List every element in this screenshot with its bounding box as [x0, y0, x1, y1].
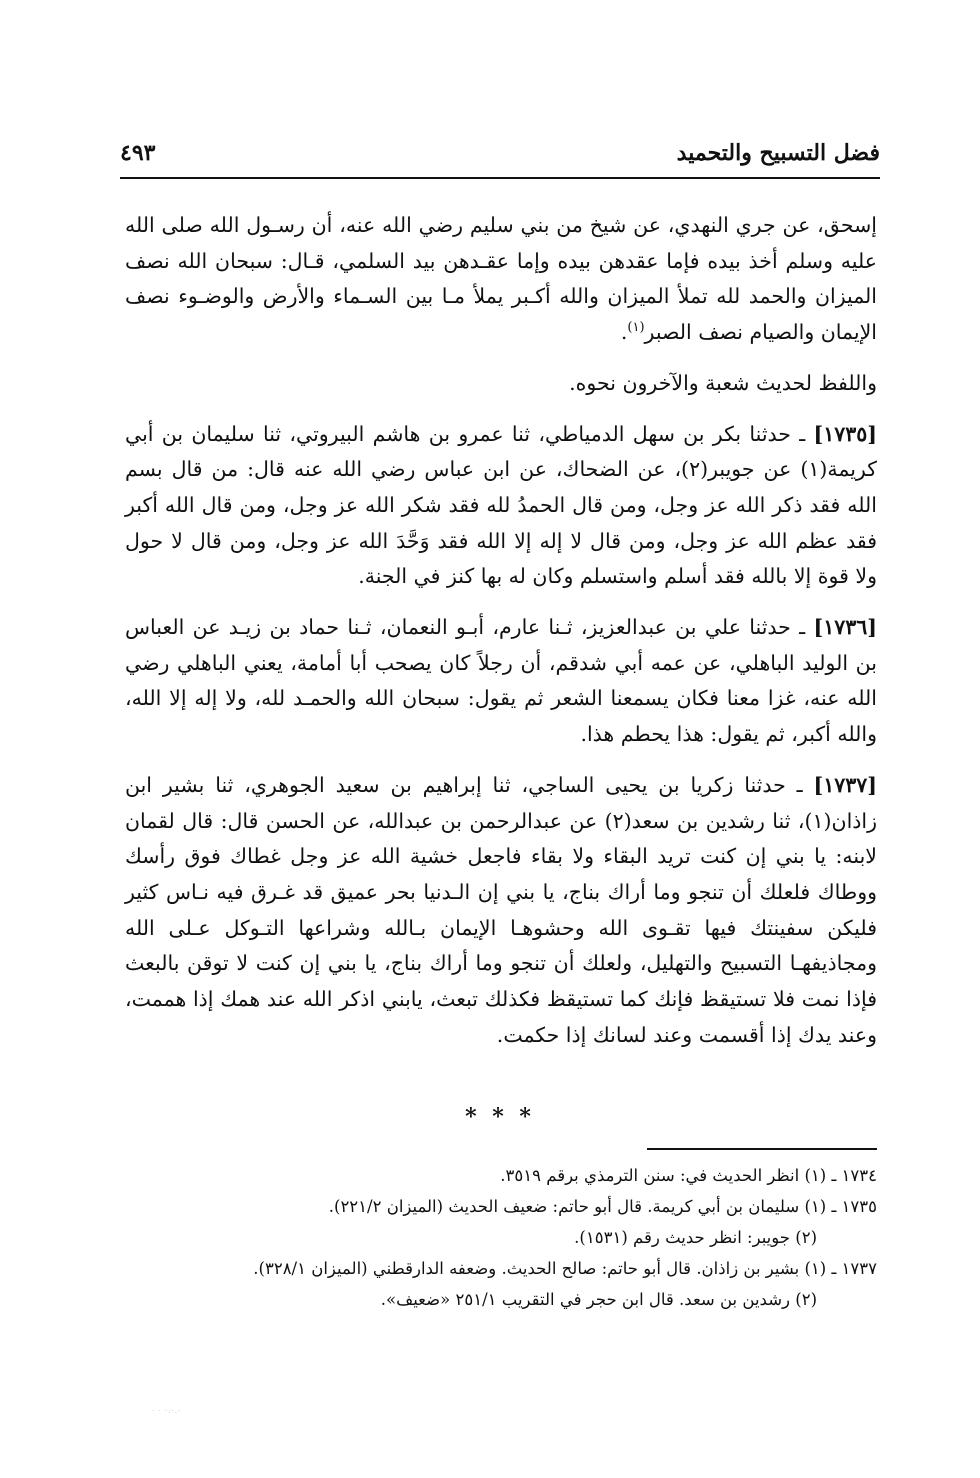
- page-header: [120, 140, 880, 180]
- paragraph-note: [125, 366, 877, 402]
- footnote-item: [125, 1160, 877, 1191]
- main-text: [125, 208, 877, 1068]
- footnote-text: (١) سليمان بن أبي كريمة. قال أبو حاتم: ضعيف الحديث (الميزان ٢٢١/٢).: [328, 1197, 827, 1216]
- header-divider: [120, 177, 880, 179]
- footnote-item: [125, 1222, 877, 1253]
- page-number: ٤٩٣: [120, 140, 156, 166]
- footnote-item: [125, 1253, 877, 1284]
- paragraph-continuation: [125, 208, 877, 351]
- paragraph-text: ـ حدثنا علي بن عبدالعزيز، ثـنا عارم، أبـو النعمان، ثـنا حماد بن زيـد عن العباس بن الوليد الباهلي، عن عمه أبي شدقم، أن رجلاً كان يصحب أبا أمامة، يعني الباهلي رضي الله عنه، غزا معنا فكان يسمعنا الشعر ثم يقول: سبحان الله والحمـد لله، ولا إله إلا الله، والله أكبر، ثم يقول: هذا يحطم هذا.: [125, 615, 877, 747]
- hadith-number: [١٧٣٦]: [813, 615, 877, 640]
- paragraph-text: ـ حدثنا بكر بن سهل الدمياطي، ثنا عمرو بن هاشم البيروتي، ثنا سليمان بن أبي كريمة(١) عن جويبر(٢)، عن الضحاك، عن ابن عباس رضي الله عنه قال: من قال بسم الله فقد ذكر الله عز وجل، ومن قال الحمدُ لله فقد شكر الله عز وجل، ومن قال الله أكبر فقد عظم الله عز وجل، ومن قال لا إله إلا الله فقد وَحَّدَ الله عز وجل، ومن قال لا حول ولا قوة إلا بالله فقد أسلم واستسلم وكان له بها كنز في الجنة.: [125, 421, 877, 589]
- footnote-ref: ١٧٣٧ ـ: [831, 1259, 877, 1278]
- footnote-divider: [647, 1148, 877, 1150]
- footnote-text: (١) بشير بن زاذان. قال أبو حاتم: صالح الحديث. وضعفه الدارقطني (الميزان ٣٢٨/١).: [253, 1259, 827, 1278]
- hadith-number: [١٧٣٥]: [813, 421, 877, 446]
- footnotes: [125, 1160, 877, 1315]
- paragraph-tail: .: [620, 320, 628, 345]
- hadith-1737: [125, 768, 877, 1054]
- paragraph-text: ـ حدثنا زكريا بن يحيى الساجي، ثنا إبراهيم بن سعيد الجوهري، ثنا بشير ابن زاذان(١)، ثنا رشدين بن سعد(٢) عن عبدالرحمن بن عبدالله، عن الحسن قال: قال لقمان لابنه: يا بني إن كنت تريد البقاء ولا بقاء فاجعل خشية الله عز وجل غطاك فوق رأسك ووطاك فلعلك أن تنجو وما أراك بناج، يا بني إن الـدنيا بحر عميق قد غـرق فيه نـاس كثير فليكن سفينتك فيها تقـوى الله وحشوهـا الإيمان بـالله وشراعها التـوكل عـلى الله ومجاذيفهـا التسبيح والتهليل، ولعلك أن تنجو وما أراك بناج، يا بني إن كنت لا توقن بالبعث فإذا نمت فلا تستيقظ فإنك كما تستيقظ فكذلك تبعث، يابني اذكر الله عند همك إذا هممت، وعند يدك إذا أقسمت وعند لسانك إذا حكمت.: [125, 772, 877, 1047]
- footnote-item: [125, 1284, 877, 1315]
- running-title: فضل التسبيح والتحميد: [676, 140, 880, 166]
- footnote-text: (٢) جويبر: انظر حديث رقم (١٥٣١).: [574, 1228, 817, 1247]
- hadith-1736: [125, 610, 877, 753]
- paragraph-text: إسحق، عن جري النهدي، عن شيخ من بني سليم رضي الله عنه، أن رسـول الله صلى الله عليه وسلم أخذ بيده فإما عقدهن بيده وإما عقـدهن بيد السلمي، قـال: سبحان الله نصف الميزان والحمد لله تملأ الميزان والله أكـبر يملأ مـا بين السـماء والأرض والوضـوء نصف الإيمان والصيام نصف الصبر: [125, 213, 877, 345]
- footnote-ref: ١٧٣٤ ـ: [831, 1166, 877, 1185]
- footnote-ref: ١٧٣٥ ـ: [831, 1197, 877, 1216]
- paragraph-text: واللفظ لحديث شعبة والآخرون نحوه.: [569, 370, 877, 395]
- hadith-1735: [125, 417, 877, 596]
- footnote-item: [125, 1191, 877, 1222]
- hadith-number: [١٧٣٧]: [813, 772, 877, 797]
- footnote-text: (٢) رشدين بن سعد. قال ابن حجر في التقريب ٢٥١/١ «ضعيف».: [380, 1290, 817, 1309]
- scan-artifact: · · ·:·.·: [152, 1407, 182, 1415]
- footnote-text: (١) انظر الحديث في: سنن الترمذي برقم ٣٥١٩.: [500, 1166, 827, 1185]
- section-separator: * * *: [465, 1104, 535, 1130]
- footnote-marker: (١): [627, 320, 645, 336]
